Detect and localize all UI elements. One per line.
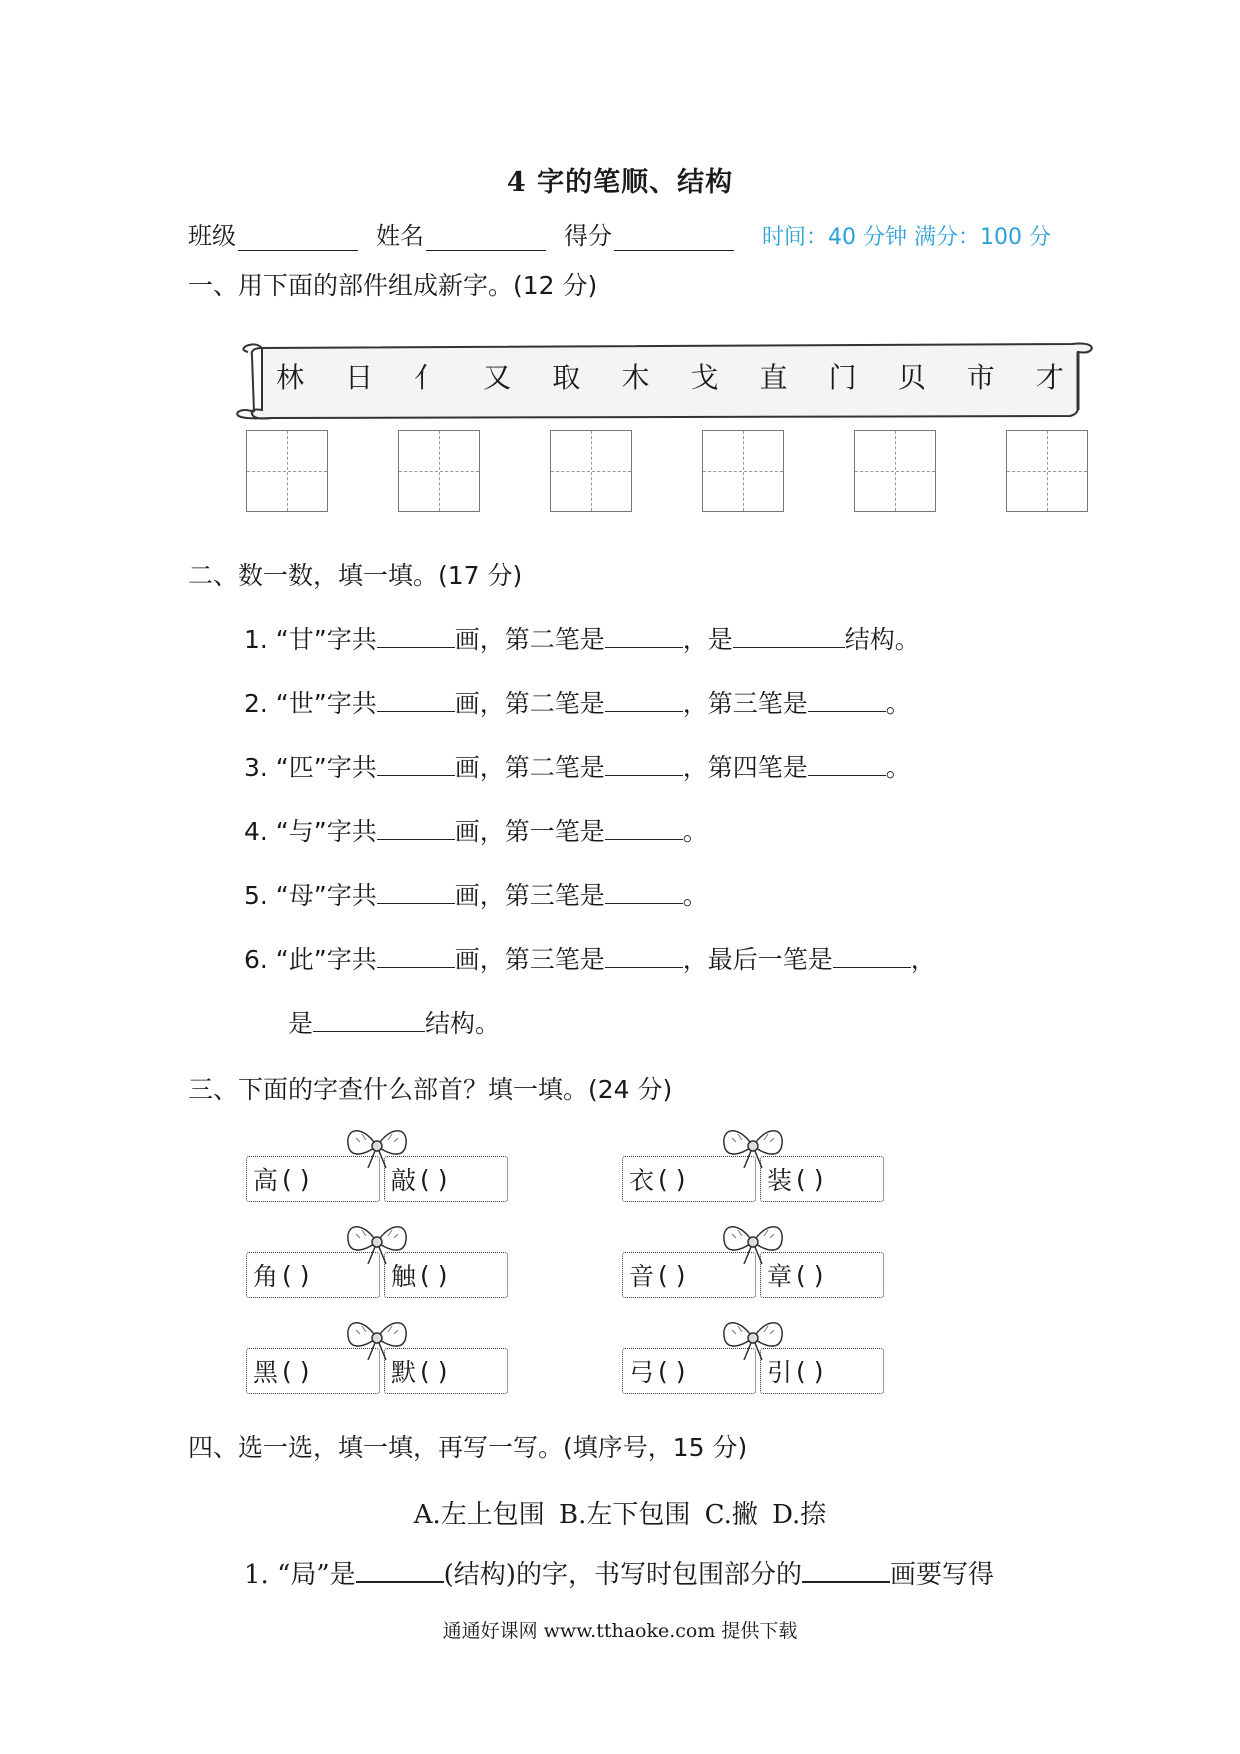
char: 触	[391, 1262, 417, 1291]
char: 角	[253, 1262, 279, 1291]
q-text: 。	[682, 817, 708, 846]
part-char: 贝	[897, 361, 926, 394]
section-3-heading: 三、下面的字查什么部首？填一填。(24 分)	[188, 1075, 673, 1104]
part-char: 日	[345, 361, 374, 394]
question-2-2	[244, 684, 911, 720]
q-text: ，第四笔是	[682, 753, 808, 782]
radical-pair	[622, 1124, 884, 1204]
q-text: 画，第一笔是	[454, 817, 605, 846]
question-2-6-continued	[288, 1004, 500, 1040]
name-field	[376, 216, 546, 251]
parts-list	[270, 356, 1070, 396]
answer-blank[interactable]	[833, 945, 911, 968]
part-char: 直	[759, 361, 788, 394]
answer-blank[interactable]	[802, 1559, 890, 1583]
question-2-5	[244, 876, 708, 912]
student-info-row	[188, 216, 1068, 251]
answer-paren[interactable]: ( )	[420, 1164, 448, 1194]
class-label: 班级	[188, 222, 236, 250]
answer-blank[interactable]	[377, 881, 455, 904]
footer-credit: 通通好课网 www.tthaoke.com 提供下载	[442, 1620, 798, 1642]
part-char: 取	[552, 361, 581, 394]
time-score-info: 时间：40 分钟 满分：100 分	[762, 225, 1051, 250]
answer-blank[interactable]	[377, 945, 455, 968]
radical-box-right[interactable]	[760, 1156, 884, 1202]
answer-paren[interactable]: ( )	[282, 1164, 310, 1194]
tianzige-row	[246, 430, 1090, 514]
tianzige-box[interactable]	[1006, 430, 1088, 512]
answer-options: A.左上包围 B.左下包围 C.撇 D.捺	[413, 1500, 827, 1530]
char: 高	[253, 1166, 279, 1195]
answer-blank[interactable]	[808, 753, 886, 776]
tianzige-box[interactable]	[398, 430, 480, 512]
answer-blank[interactable]	[733, 625, 845, 648]
q-text: 结构。	[844, 625, 920, 654]
answer-blank[interactable]	[808, 689, 886, 712]
q-text: 结构。	[425, 1009, 501, 1038]
q-text: ，最后一笔是	[682, 945, 833, 974]
answer-paren[interactable]: ( )	[282, 1356, 310, 1386]
part-char: 又	[483, 361, 512, 394]
char: 装	[767, 1166, 793, 1195]
q-text: 1. “局”是	[244, 1560, 356, 1590]
part-char: 戈	[690, 361, 719, 394]
q-text: 画，第二笔是	[454, 753, 605, 782]
q-text: 。	[885, 753, 911, 782]
radical-box-left[interactable]	[246, 1252, 380, 1298]
answer-blank[interactable]	[605, 753, 683, 776]
q-text: 是	[288, 1009, 314, 1038]
q-text: 画，第三笔是	[454, 945, 605, 974]
char: 章	[767, 1262, 793, 1291]
part-char: 门	[828, 361, 857, 394]
class-blank[interactable]	[238, 226, 358, 251]
q-text: ，	[910, 945, 936, 974]
class-field	[188, 216, 358, 251]
radical-box-left[interactable]	[622, 1252, 756, 1298]
name-label: 姓名	[376, 222, 424, 250]
section-1-heading: 一、用下面的部件组成新字。(12 分)	[188, 271, 598, 300]
score-label: 得分	[564, 222, 612, 250]
tianzige-box[interactable]	[702, 430, 784, 512]
q-text: 。	[682, 881, 708, 910]
radical-pair	[622, 1220, 884, 1300]
q-text: 画，第二笔是	[454, 625, 605, 654]
radical-box-left[interactable]	[622, 1348, 756, 1394]
answer-paren[interactable]: ( )	[658, 1260, 686, 1290]
q-text: 画，第二笔是	[454, 689, 605, 718]
section-2-heading: 二、数一数，填一填。(17 分)	[188, 561, 523, 590]
char: 黑	[253, 1358, 279, 1387]
radical-pair	[246, 1124, 508, 1204]
radical-pair	[246, 1316, 508, 1396]
q-text: 画，第三笔是	[454, 881, 605, 910]
part-char: 亻	[414, 361, 443, 394]
tianzige-box[interactable]	[246, 430, 328, 512]
section-4-heading: 四、选一选，填一填，再写一写。(填序号，15 分)	[188, 1433, 748, 1462]
question-2-4	[244, 812, 708, 848]
radical-box-right[interactable]	[760, 1348, 884, 1394]
radical-box-right[interactable]	[760, 1252, 884, 1298]
answer-blank[interactable]	[605, 625, 683, 648]
radical-box-left[interactable]	[622, 1156, 756, 1202]
char: 音	[629, 1262, 655, 1291]
answer-blank[interactable]	[377, 753, 455, 776]
question-4-1	[244, 1554, 994, 1591]
radical-pair	[246, 1220, 508, 1300]
page-title: 4 字的笔顺、结构	[506, 167, 734, 198]
answer-blank[interactable]	[313, 1009, 425, 1032]
char: 弓	[629, 1358, 655, 1387]
radical-box-left[interactable]	[246, 1156, 380, 1202]
question-2-3	[244, 748, 911, 784]
tianzige-box[interactable]	[550, 430, 632, 512]
answer-paren[interactable]: ( )	[658, 1164, 686, 1194]
radical-box-left[interactable]	[246, 1348, 380, 1394]
part-char: 木	[621, 361, 650, 394]
char: 引	[767, 1358, 793, 1387]
q-text: 画要写得	[889, 1560, 994, 1590]
score-field	[564, 216, 734, 251]
answer-paren[interactable]: ( )	[796, 1356, 824, 1386]
radical-box-right[interactable]	[384, 1252, 508, 1298]
q-text: (结构)的字，书写时包围部分的	[443, 1560, 802, 1590]
answer-paren[interactable]: ( )	[420, 1260, 448, 1290]
answer-blank[interactable]	[377, 625, 455, 648]
name-blank[interactable]	[426, 226, 546, 251]
question-2-6	[244, 940, 936, 976]
answer-blank[interactable]	[605, 881, 683, 904]
q-text: ，第三笔是	[682, 689, 808, 718]
q-text: 1. “甘”字共	[244, 625, 377, 654]
q-text: 。	[885, 689, 911, 718]
answer-paren[interactable]: ( )	[420, 1356, 448, 1386]
part-char: 市	[966, 361, 995, 394]
part-char: 林	[275, 361, 304, 394]
question-2-1	[244, 620, 920, 656]
answer-paren[interactable]: ( )	[282, 1260, 310, 1290]
q-text: 6. “此”字共	[244, 945, 377, 974]
radical-pair	[622, 1316, 884, 1396]
score-blank[interactable]	[614, 226, 734, 251]
tianzige-box[interactable]	[854, 430, 936, 512]
parts-scroll	[232, 338, 1102, 420]
answer-blank[interactable]	[377, 689, 455, 712]
q-text: 4. “与”字共	[244, 817, 377, 846]
answer-blank[interactable]	[605, 945, 683, 968]
answer-blank[interactable]	[605, 689, 683, 712]
part-char: 才	[1035, 361, 1064, 394]
q-text: ，是	[682, 625, 733, 654]
answer-blank[interactable]	[356, 1559, 444, 1583]
answer-paren[interactable]: ( )	[796, 1260, 824, 1290]
answer-blank[interactable]	[605, 817, 683, 840]
char: 默	[391, 1358, 417, 1387]
answer-paren[interactable]: ( )	[658, 1356, 686, 1386]
answer-paren[interactable]: ( )	[796, 1164, 824, 1194]
char: 敲	[391, 1166, 417, 1195]
q-text: 2. “世”字共	[244, 689, 377, 718]
radical-box-right[interactable]	[384, 1348, 508, 1394]
answer-blank[interactable]	[377, 817, 455, 840]
radical-box-right[interactable]	[384, 1156, 508, 1202]
q-text: 3. “匹”字共	[244, 753, 377, 782]
char: 衣	[629, 1166, 655, 1195]
q-text: 5. “母”字共	[244, 881, 377, 910]
